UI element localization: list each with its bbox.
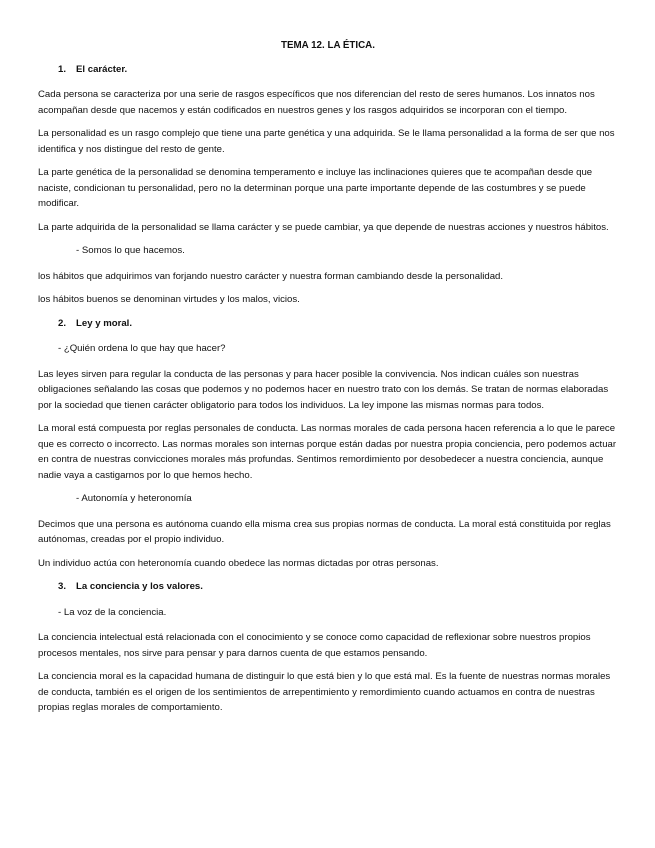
section-number: 1. [58,63,67,75]
subpoint: - Somos lo que hacemos. [76,245,185,256]
section-title: El carácter. [76,63,128,75]
paragraph: Las leyes sirven para regular la conducta de las personas y para hacer posible la convivencia. Nos indican cuáles son nuestras obligaciones señalando las cosas que podemos y no podemos hacer en nuestro trato con los demás. Se tratan de normas elaboradas por la sociedad que tienen carácter obligatorio para todos los individuos. La ley impone las mismas normas para todos. [38,368,609,411]
section-heading-2 [38,316,618,332]
section-heading-1 [38,62,618,78]
section-title: La conciencia y los valores. [76,581,203,592]
paragraph: los hábitos que adquirimos van forjando nuestro carácter y nuestra forman cambiando desde la personalidad. [38,270,504,282]
paragraph: Decimos que una persona es autónoma cuando ella misma crea sus propias normas de conducta. La moral está constituida por reglas autónomas, creadas por el propio individuo. [38,518,611,545]
paragraph: Un individuo actúa con heteronomía cuando obedece las normas dictadas por otras personas. [38,557,439,569]
document-title: TEMA 12. LA ÉTICA. [281,40,375,51]
paragraph: La conciencia moral es la capacidad humana de distinguir lo que está bien y lo que está mal. Es la fuente de nuestras normas morales de conducta, también es el origen de los sentimientos de arrepentimiento y remordimiento cuando actuamos en contra de nuestras propias reglas morales de comportamiento. [38,671,611,713]
paragraph: La moral está compuesta por reglas personales de conducta. Las normas morales de cada persona hacen referencia a lo que le parece que es correcto o incorrecto. Las normas morales son internas porque están dadas por nuestra propia conciencia, pero podemos actuar en contra de nuestras convicciones morales más profundas. Sentimos remordimiento por desobedecer a nuestra conciencia, aunque nadie vaya a castigarnos por lo que hemos hecho. [38,423,617,481]
document-page [38,38,618,724]
paragraph: La conciencia intelectual está relacionada con el conocimiento y se conoce como capacidad de reflexionar sobre nuestros propios procesos mentales, nos sirve para pensar y para darnos cuenta de que estamos pensando. [38,632,591,659]
question: - ¿Quién ordena lo que hay que hacer? [58,343,226,354]
paragraph: La personalidad es un rasgo complejo que tiene una parte genética y una adquirida. Se le llama personalidad a la forma de ser que nos identifica y nos distingue del resto de gente. [38,128,615,155]
paragraph: La parte adquirida de la personalidad se llama carácter y se puede cambiar, ya que depende de nuestras acciones y nuestros hábitos. [38,221,609,233]
paragraph: los hábitos buenos se denominan virtudes y los malos, vicios. [38,294,300,305]
section-number: 3. [58,581,67,592]
paragraph: Cada persona se caracteriza por una serie de rasgos específicos que nos diferencian del resto de seres humanos. Los innatos nos acompañan desde que nacemos y están codificados en nuestros genes y los rasgos adquiridos se incorporan con el tiempo. [38,89,595,116]
section-title: Ley y moral. [76,317,132,329]
subpoint: - Autonomía y heteronomía [76,493,192,504]
paragraph: La parte genética de la personalidad se denomina temperamento e incluye las inclinaciones quieres que te acompañan desde que naciste, condicionan tu personalidad, pero no la determinan porque una parte importante depende de las costumbres y se puede modificar. [38,167,593,209]
question: - La voz de la conciencia. [58,606,167,618]
section-heading-3 [38,579,618,595]
section-number: 2. [58,317,67,329]
